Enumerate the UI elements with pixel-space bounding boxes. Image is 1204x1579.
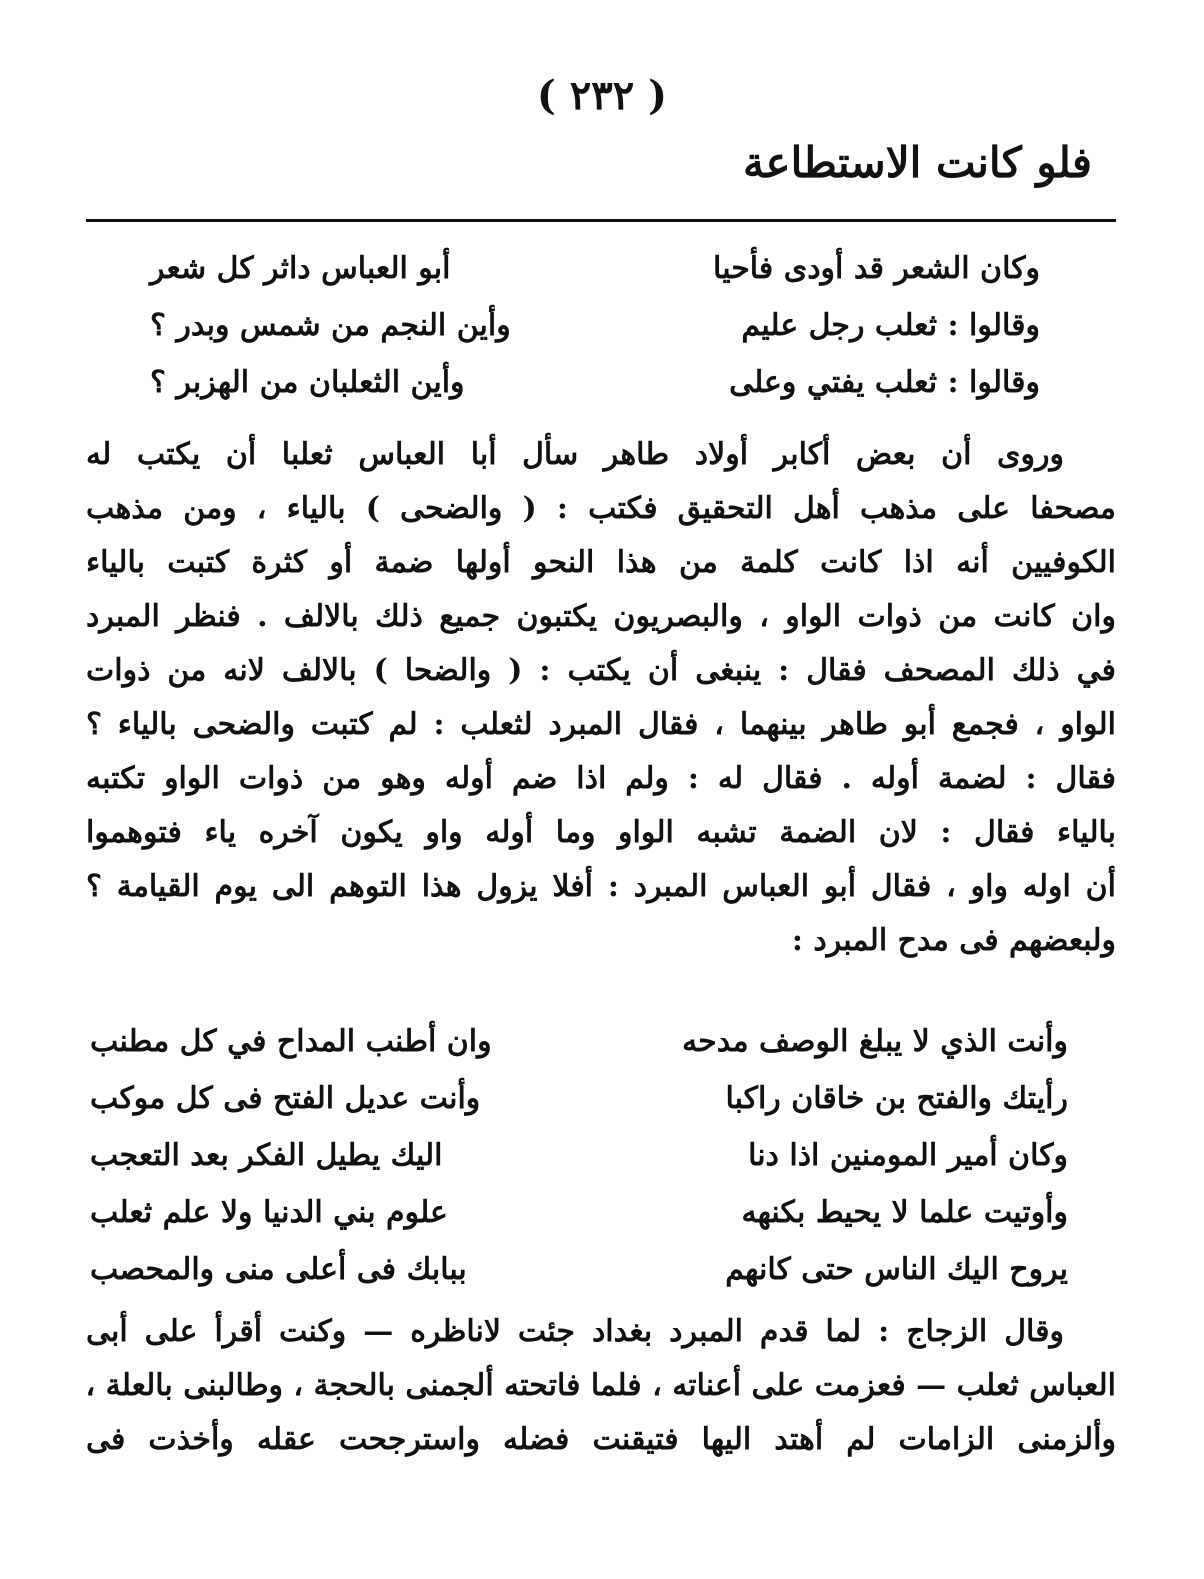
verse-first-hemistich: وكان الشعر قد أودى فأحيا	[713, 251, 1040, 286]
verse-line	[90, 240, 1110, 297]
verse-first-hemistich: رأيتك والفتح بن خاقان راكبا	[725, 1081, 1068, 1116]
prose-line: فقال : لضمة أوله . فقال له : ولم اذا ضم أوله وهو من ذوات الواو تكتبه	[86, 761, 1116, 796]
prose-line: مصحفا على مذهب أهل التحقيق فكتب : ( والضحى ) بالياء ، ومن مذهب	[86, 491, 1116, 526]
verse-second-hemistich: أبو العباس داثر كل شعر	[150, 251, 451, 286]
verse-second-hemistich: وأين النجم من شمس وبدر ؟	[150, 308, 511, 343]
prose-line: ولبعضهم فى مدح المبرد :	[791, 923, 1116, 958]
verse-line	[90, 354, 1110, 411]
prose-line: وألزمنى الزامات لم أهتد اليها فتيقنت فضله واسترجحت عقله وأخذت فى	[86, 1422, 1116, 1457]
verse-second-hemistich: اليك يطيل الفكر بعد التعجب	[90, 1138, 443, 1173]
verse-second-hemistich: ببابك فى أعلى منى والمحصب	[90, 1252, 467, 1287]
prose-line: بالياء فقال : لان الضمة تشبه الواو وما أوله واو يكون آخره ياء فتوهموا	[86, 815, 1116, 850]
verse-second-hemistich: وان أطنب المداح في كل مطنب	[90, 1024, 492, 1059]
poem-block-1	[90, 240, 1110, 411]
prose-line: العباس ثعلب — فعزمت على أعناته ، فلما فاتحته ألجمنى بالحجة ، وطالبنى بالعلة ،	[86, 1368, 1116, 1403]
verse-line	[90, 1127, 1110, 1184]
verse-line	[90, 1241, 1110, 1298]
verse-first-hemistich: وقالوا : ثعلب رجل عليم	[741, 308, 1040, 343]
verse-first-hemistich: يروح اليك الناس حتى كانهم	[725, 1252, 1068, 1287]
verse-line	[90, 1013, 1110, 1070]
prose-line: أن اوله واو ، فقال أبو العباس المبرد : أفلا يزول هذا التوهم الى يوم القيامة ؟	[86, 869, 1116, 904]
prose-line: الكوفيين أنه اذا كانت كلمة من هذا النحو أولها ضمة أو كثرة كتبت بالياء	[86, 545, 1116, 580]
poem-block-2	[90, 1013, 1110, 1298]
verse-second-hemistich: وأين الثعلبان من الهزبر ؟	[150, 365, 465, 400]
verse-first-hemistich: وكان أمير المومنين اذا دنا	[748, 1138, 1068, 1173]
paragraph-2	[86, 1305, 1116, 1467]
prose-line: الواو ، فجمع أبو طاهر بينهما ، فقال المبرد لثعلب : لم كتبت والضحى بالياء ؟	[86, 707, 1116, 742]
verse-first-hemistich: وأوتيت علما لا يحيط بكنهه	[741, 1195, 1068, 1230]
prose-line: وروى أن بعض أكابر أولاد طاهر سأل أبا العباس ثعلبا أن يكتب له	[86, 437, 1064, 472]
verse-second-hemistich: علوم بني الدنيا ولا علم ثعلب	[90, 1195, 448, 1230]
verse-line	[90, 1184, 1110, 1241]
page-number: ( ٢٣٢ )	[536, 72, 668, 119]
verse-first-hemistich: وأنت الذي لا يبلغ الوصف مدحه	[682, 1024, 1068, 1059]
verse-line	[90, 297, 1110, 354]
prose-line: في ذلك المصحف فقال : ينبغى أن يكتب : ( والضحا ) بالالف لانه من ذوات	[86, 653, 1116, 688]
running-title: فلو كانت الاستطاعة	[743, 138, 1092, 187]
header-rule	[86, 219, 1116, 222]
verse-second-hemistich: وأنت عديل الفتح فى كل موكب	[90, 1081, 481, 1116]
paragraph-1	[86, 428, 1116, 968]
verse-first-hemistich: وقالوا : ثعلب يفتي وعلى	[729, 365, 1040, 400]
prose-line: وقال الزجاج : لما قدم المبرد بغداد جئت لاناظره — وكنت أقرأ على أبى	[86, 1314, 1064, 1349]
verse-line	[90, 1070, 1110, 1127]
prose-line: وان كانت من ذوات الواو ، والبصريون يكتبون جميع ذلك بالالف . فنظر المبرد	[86, 599, 1116, 634]
